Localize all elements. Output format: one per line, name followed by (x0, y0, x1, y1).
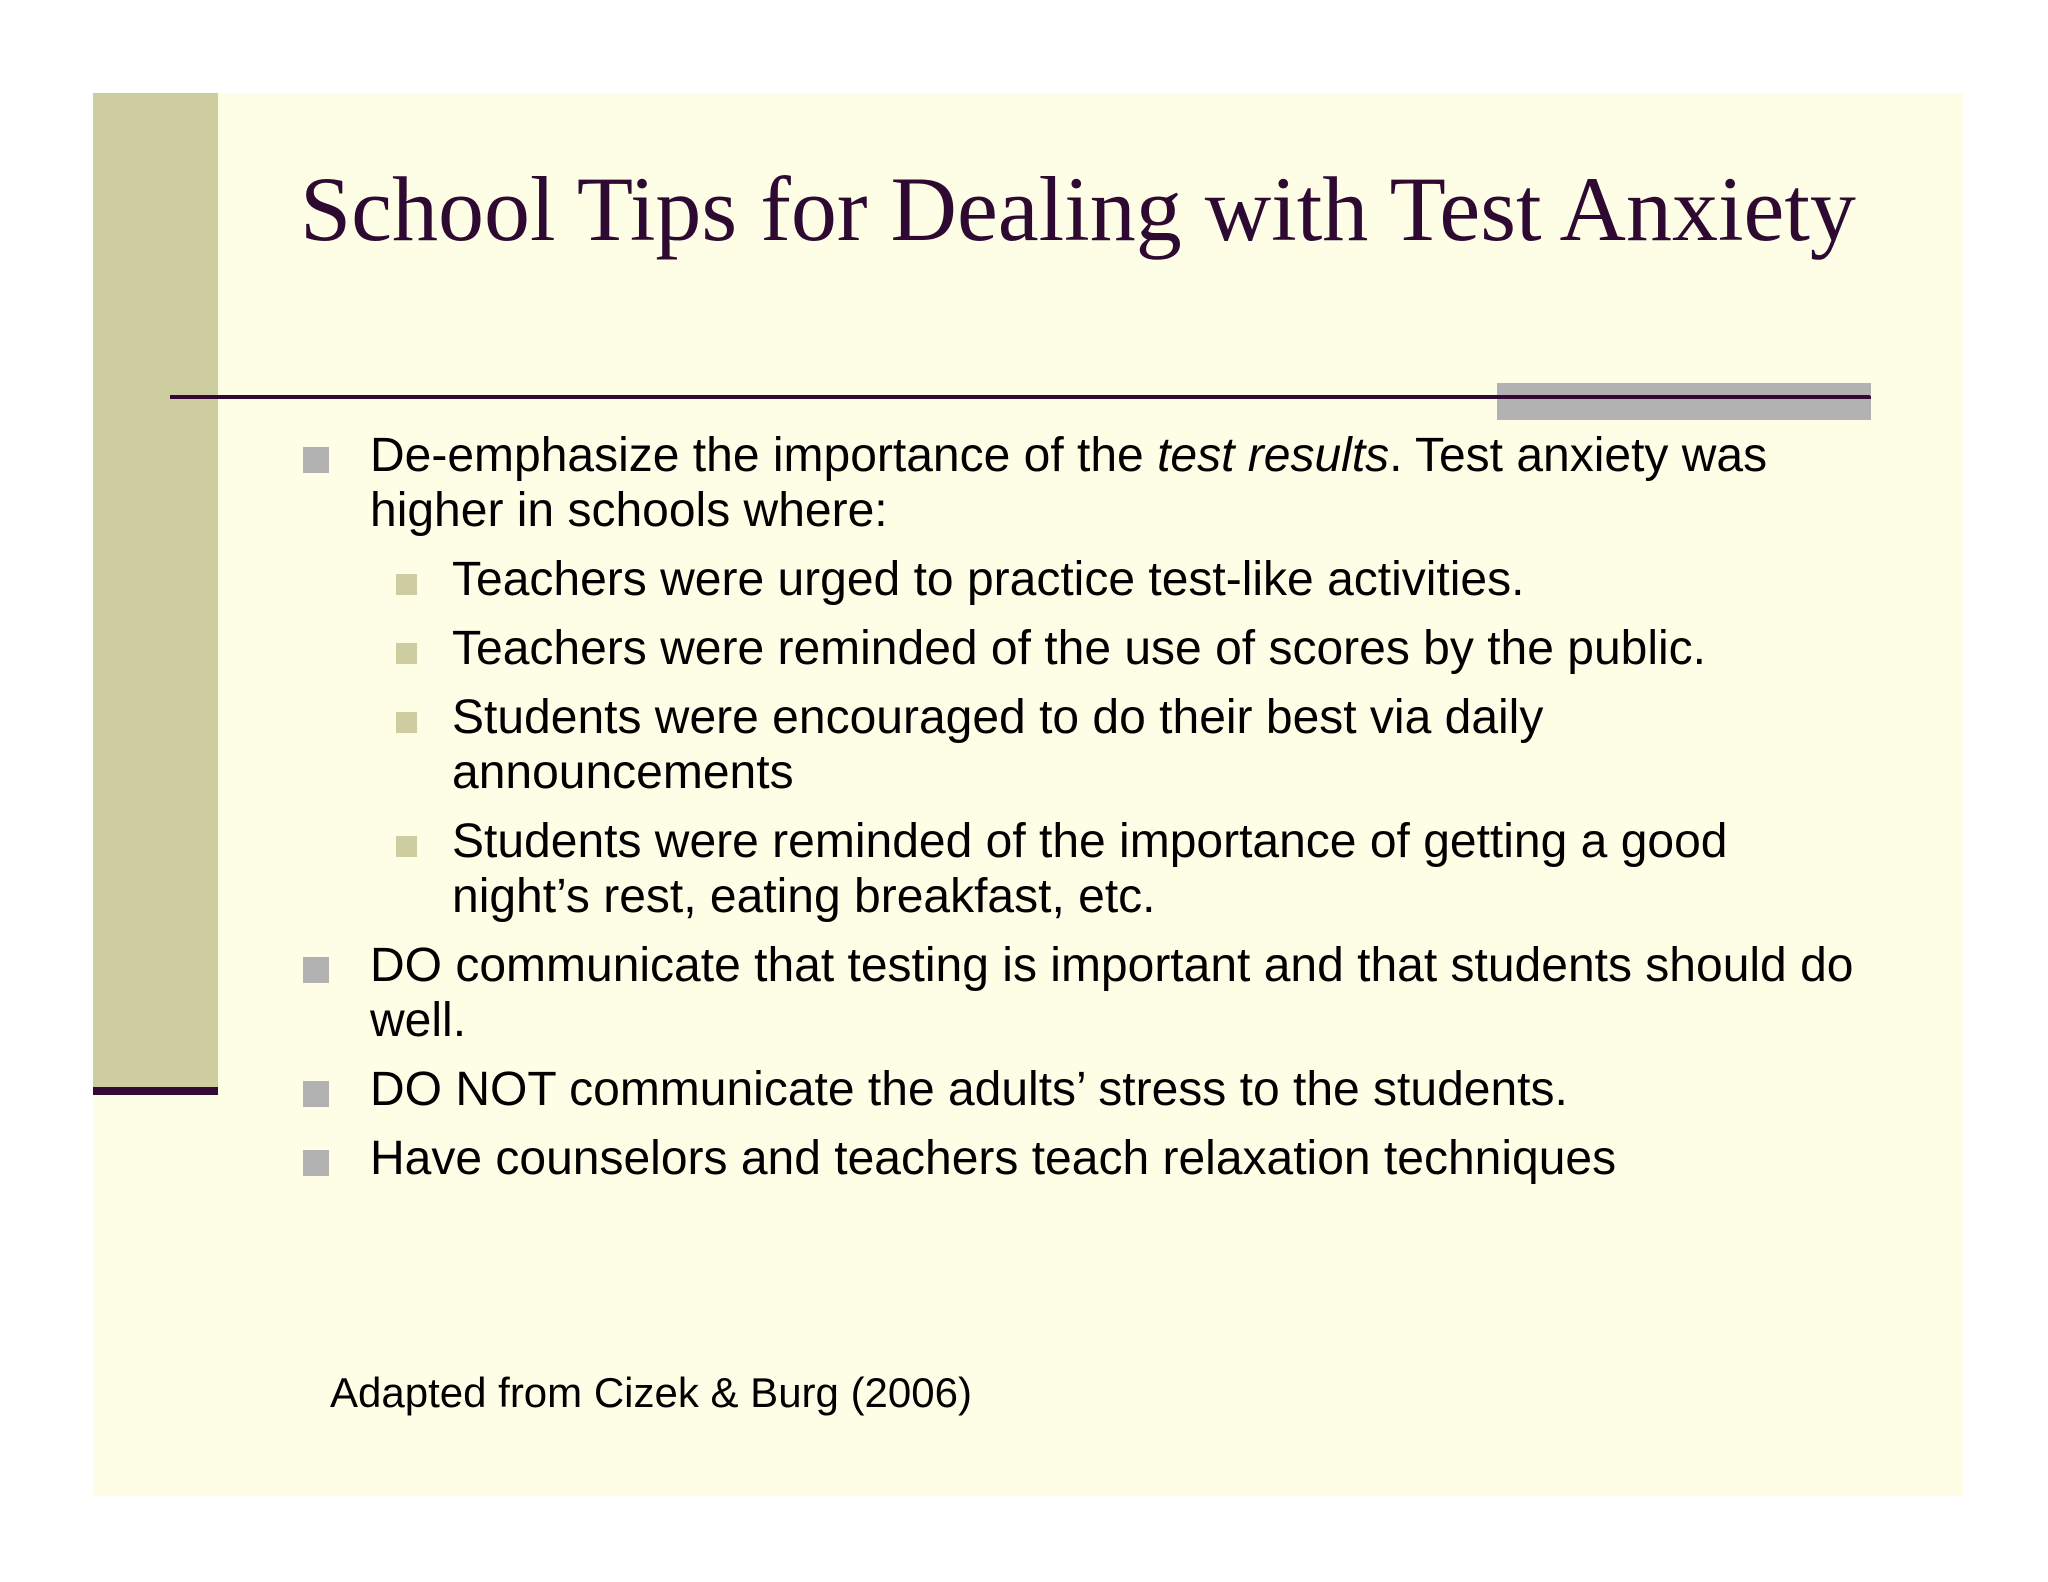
small-square-bullet-icon (396, 712, 417, 733)
bullet-item (300, 1131, 1860, 1186)
side-accent-bar (93, 93, 218, 1091)
sub-bullet-text: Teachers were reminded of the use of scores by the public. (452, 622, 1706, 675)
side-accent-underline (93, 1087, 218, 1095)
sub-bullet-item (300, 690, 1860, 800)
small-square-bullet-icon (396, 836, 417, 857)
title-accent-block (1497, 383, 1871, 420)
bullet-text-italic: test results (1157, 429, 1390, 482)
square-bullet-icon (303, 447, 329, 473)
bullet-list (300, 428, 1860, 1200)
bullet-text: Have counselors and teachers teach relaxation techniques (370, 1132, 1617, 1185)
bullet-item (300, 938, 1860, 1048)
bullet-text-after: . Test anxiety was higher in schools where: (370, 429, 1768, 537)
bullet-item (300, 428, 1860, 538)
sub-bullet-text: Students were reminded of the importance of getting a good night’s rest, eating breakfast, etc. (452, 815, 1728, 923)
sub-bullet-item (300, 552, 1860, 607)
title-accent-line (1497, 396, 1871, 399)
bullet-text: DO NOT communicate the adults’ stress to the students. (370, 1063, 1568, 1116)
square-bullet-icon (303, 1081, 329, 1107)
bullet-text-before: De-emphasize the importance of the (370, 429, 1158, 482)
square-bullet-icon (303, 957, 329, 983)
small-square-bullet-icon (396, 574, 417, 595)
sub-bullet-text: Students were encouraged to do their best via daily announcements (452, 691, 1544, 799)
sub-bullet-item (300, 621, 1860, 676)
square-bullet-icon (303, 1150, 329, 1176)
bullet-item (300, 1062, 1860, 1117)
source-citation: Adapted from Cizek & Burg (2006) (330, 1369, 972, 1416)
bullet-text: DO communicate that testing is important and that students should do well. (370, 939, 1854, 1047)
slide-title: School Tips for Dealing with Test Anxiety (300, 158, 1856, 260)
small-square-bullet-icon (396, 643, 417, 664)
sub-bullet-item (300, 814, 1860, 924)
sub-bullet-text: Teachers were urged to practice test-like activities. (452, 553, 1525, 606)
